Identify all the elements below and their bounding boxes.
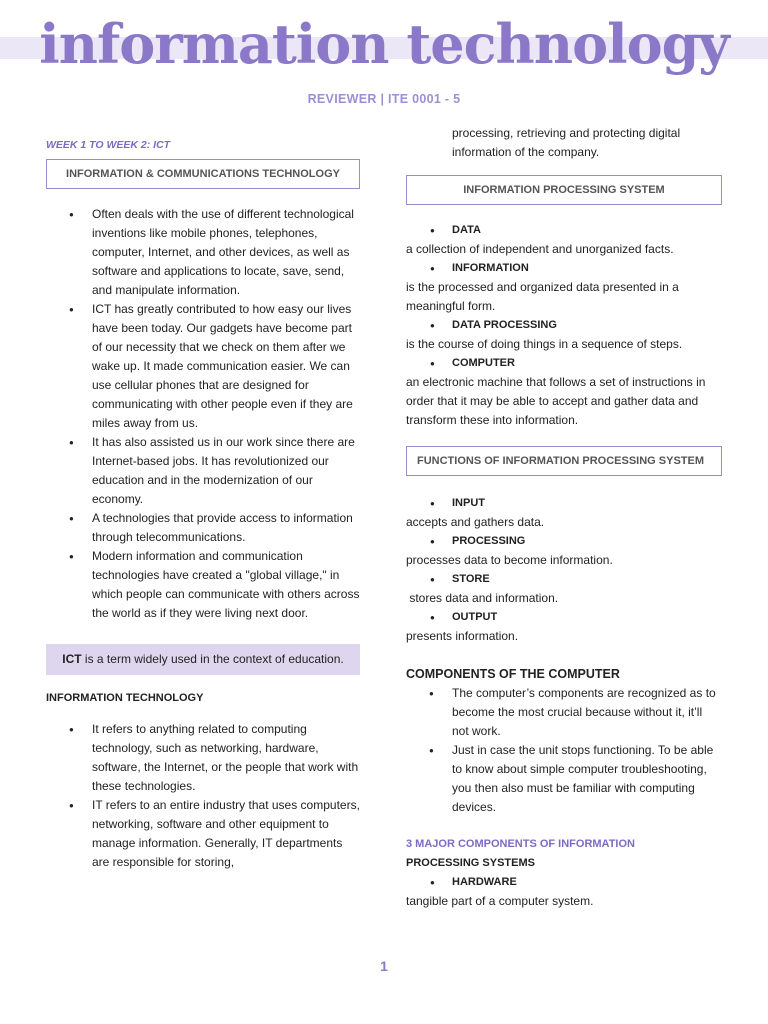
list-item: ● Modern information and communication technologies have created a "global village," in which people can communicate with others across the world as if they were living next door.: [92, 547, 360, 623]
list-item: ● A technologies that provide access to information through telecommunications.: [92, 509, 360, 547]
it-heading: INFORMATION TECHNOLOGY: [46, 692, 204, 704]
term-definition: processes data to become information.: [406, 553, 613, 567]
ict-callout: [46, 644, 360, 675]
page-subtitle: REVIEWER | ITE 0001 - 5: [307, 92, 461, 106]
term-label: ● COMPUTER: [406, 354, 722, 373]
term-definition: a collection of independent and unorganized facts.: [406, 242, 674, 256]
list-item: ● It refers to anything related to computing technology, such as networking, hardware, software, the Internet, or the people that work with these technologies.: [92, 720, 360, 796]
term-definition: is the course of doing things in a sequence of steps.: [406, 337, 683, 351]
term-definition: accepts and gathers data.: [406, 515, 545, 529]
list-item: ● Often deals with the use of different technological inventions like mobile phones, telephones, computer, Internet, and other devices, as well as software and applications to locate, save, send, and manipulate information.: [92, 205, 360, 300]
list-item: ● It has also assisted us in our work since there are Internet-based jobs. It has revolutionized our education and in the modernization of our economy.: [92, 433, 360, 509]
major-components-heading-line2: PROCESSING SYSTEMS: [406, 857, 535, 869]
list-item: ● IT refers to an entire industry that uses computers, networking, software and other equipment to manage information. Generally, IT departments are responsible for storing,: [92, 796, 360, 872]
page-number: 1: [380, 958, 388, 974]
ict-bullet-list: [46, 205, 360, 623]
list-item: ● ICT has greatly contributed to how easy our lives have been today. Our gadgets have become part of our necessity that we check on them after we wake up. It made communication easier. We can use cellular phones that are designed for communicating with other people even if they are miles away from us.: [92, 300, 360, 433]
term-label: ● HARDWARE: [406, 873, 722, 892]
functions-term-list: [406, 494, 722, 646]
list-item: ● The computer’s components are recognized as to become the most crucial because without it, it’ll not work.: [452, 684, 722, 741]
week-label: WEEK 1 TO WEEK 2: ICT: [46, 139, 171, 151]
left-column: [46, 136, 360, 872]
term-label: ● INPUT: [406, 494, 722, 513]
continuation-text: processing, retrieving and protecting digital information of the company.: [452, 126, 681, 159]
term-definition: is the processed and organized data presented in a meaningful form.: [406, 280, 679, 313]
term-definition: an electronic machine that follows a set of instructions in order that it may be able to accept and gather data and transform these into information.: [406, 375, 706, 427]
ict-heading-box: INFORMATION & COMMUNICATIONS TECHNOLOGY: [46, 159, 360, 189]
right-column: [406, 124, 722, 911]
components-bullet-list: [406, 684, 722, 817]
it-bullet-list: [46, 720, 360, 872]
term-label: ● DATA: [406, 221, 722, 240]
components-heading: COMPONENTS OF THE COMPUTER: [406, 667, 620, 681]
callout-text: is a term widely used in the context of education.: [81, 652, 344, 666]
term-label: ● PROCESSING: [406, 532, 722, 551]
major-components-heading: 3 MAJOR COMPONENTS OF INFORMATION: [406, 838, 635, 850]
functions-heading-box: FUNCTIONS OF INFORMATION PROCESSING SYSTEM: [406, 446, 722, 476]
term-definition: tangible part of a computer system.: [406, 894, 594, 908]
callout-term: ICT: [62, 652, 82, 666]
term-label: ● DATA PROCESSING: [406, 316, 722, 335]
term-label: ● STORE: [406, 570, 722, 589]
ips-heading-box: INFORMATION PROCESSING SYSTEM: [406, 175, 722, 205]
term-label: ● OUTPUT: [406, 608, 722, 627]
list-item: ● Just in case the unit stops functioning. To be able to know about simple computer troubleshooting, you then also must be familiar with computing devices.: [452, 741, 722, 817]
term-definition: presents information.: [406, 629, 519, 643]
term-label: ● INFORMATION: [406, 259, 722, 278]
term-definition: stores data and information.: [406, 591, 559, 605]
ips-term-list: [406, 221, 722, 430]
page-title: information technology: [39, 12, 729, 76]
